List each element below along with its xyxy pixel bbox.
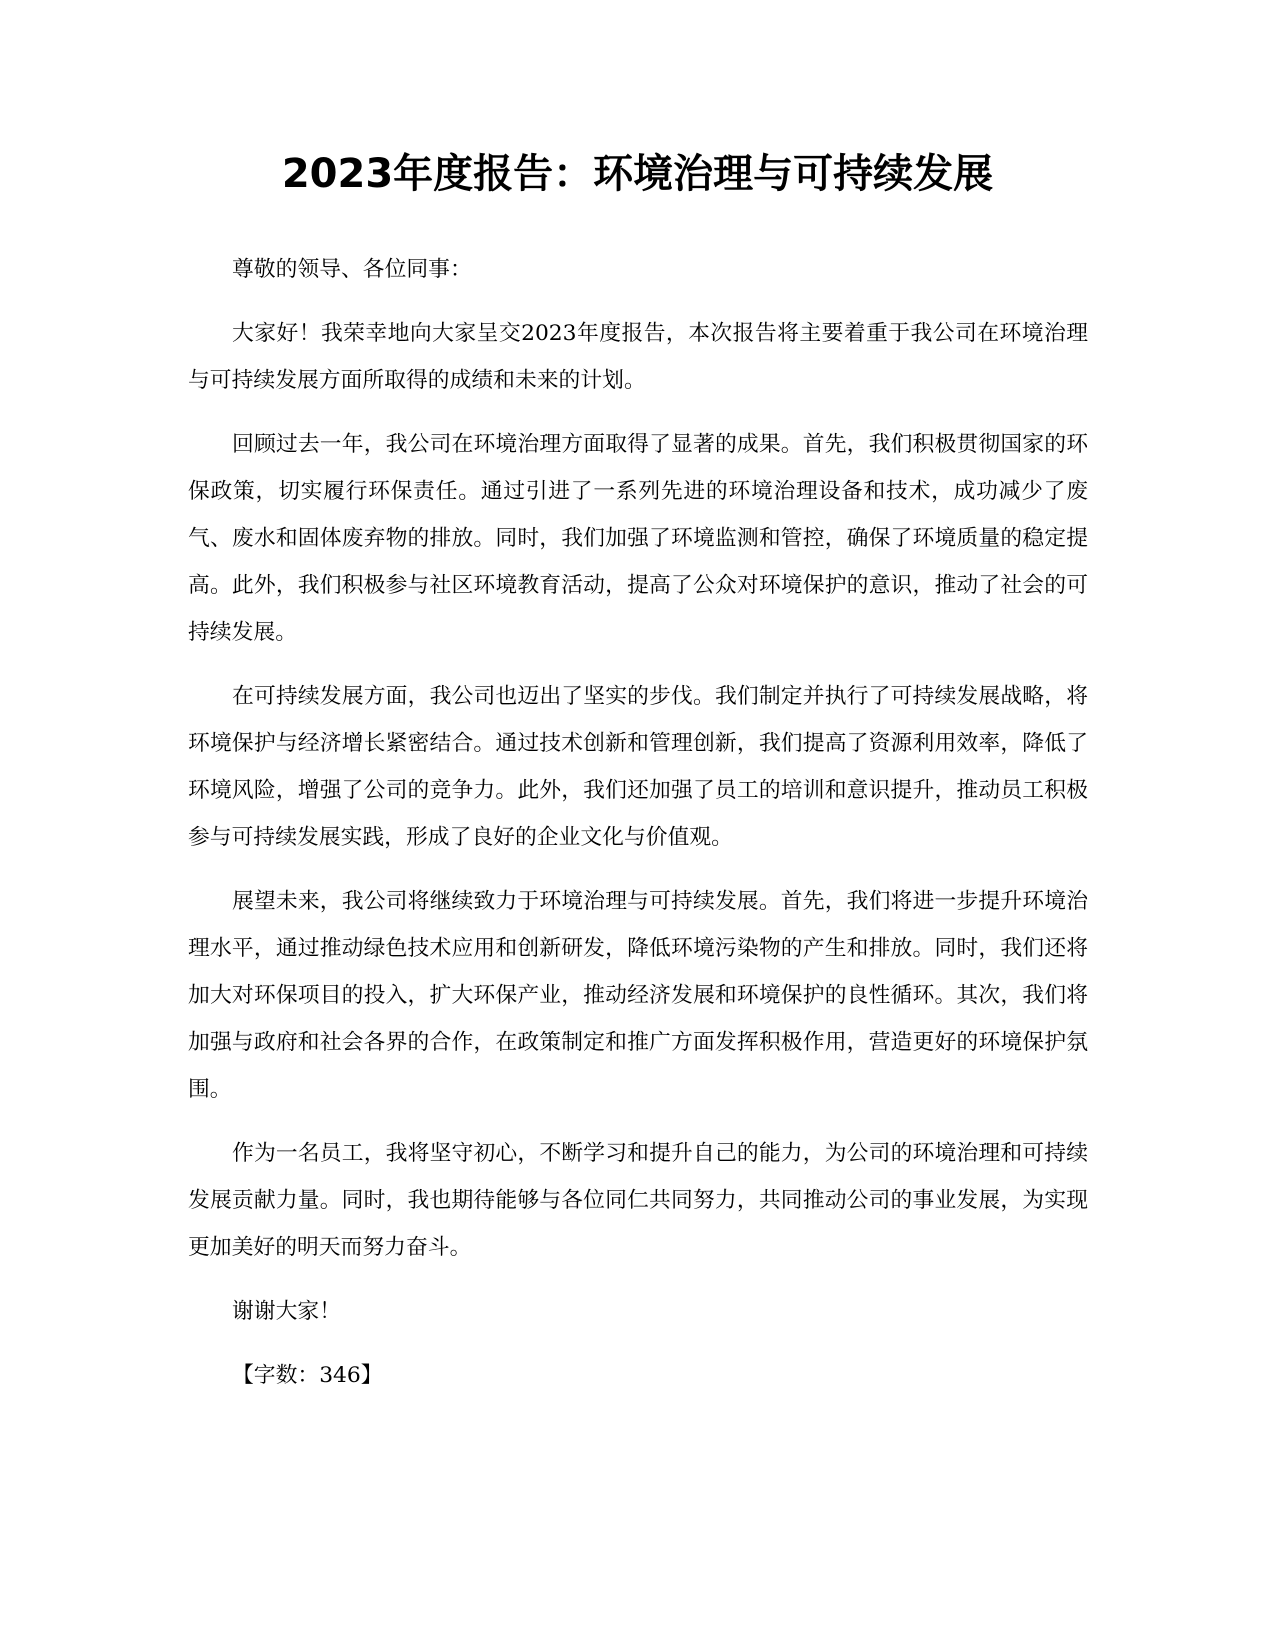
closing-thanks: 谢谢大家！ (232, 1299, 341, 1324)
paragraph-commitment: 作为一名员工，我将坚守初心，不断学习和提升自己的能力，为公司的环境治理和可持续发展贡献力量。同时，我也期待能够与各位同仁共同努力，共同推动公司的事业发展，为实现更加美好的明天而努力奋斗。 (188, 1141, 1088, 1260)
paragraph-review: 回顾过去一年，我公司在环境治理方面取得了显著的成果。首先，我们积极贯彻国家的环保政策，切实履行环保责任。通过引进了一系列先进的环境治理设备和技术，成功减少了废气、废水和固体废弃物的排放。同时，我们加强了环境监测和管控，确保了环境质量的稳定提高。此外，我们积极参与社区环境教育活动，提高了公众对环境保护的意识，推动了社会的可持续发展。 (188, 432, 1088, 645)
paragraph-intro: 大家好！我荣幸地向大家呈交2023年度报告，本次报告将主要着重于我公司在环境治理与可持续发展方面所取得的成绩和未来的计划。 (188, 321, 1088, 393)
salutation: 尊敬的领导、各位同事： (232, 257, 472, 282)
document-title: 2023年度报告：环境治理与可持续发展 (281, 151, 994, 197)
paragraph-sustainability: 在可持续发展方面，我公司也迈出了坚实的步伐。我们制定并执行了可持续发展战略，将环境保护与经济增长紧密结合。通过技术创新和管理创新，我们提高了资源利用效率，降低了环境风险，增强了公司的竞争力。此外，我们还加强了员工的培训和意识提升，推动员工积极参与可持续发展实践，形成了良好的企业文化与价值观。 (188, 684, 1088, 850)
word-count: 【字数：346】 (232, 1363, 383, 1388)
document-body (188, 246, 1088, 1416)
paragraph-outlook: 展望未来，我公司将继续致力于环境治理与可持续发展。首先，我们将进一步提升环境治理水平，通过推动绿色技术应用和创新研发，降低环境污染物的产生和排放。同时，我们还将加大对环保项目的投入，扩大环保产业，推动经济发展和环境保护的良性循环。其次，我们将加强与政府和社会各界的合作，在政策制定和推广方面发挥积极作用，营造更好的环境保护氛围。 (188, 889, 1088, 1102)
